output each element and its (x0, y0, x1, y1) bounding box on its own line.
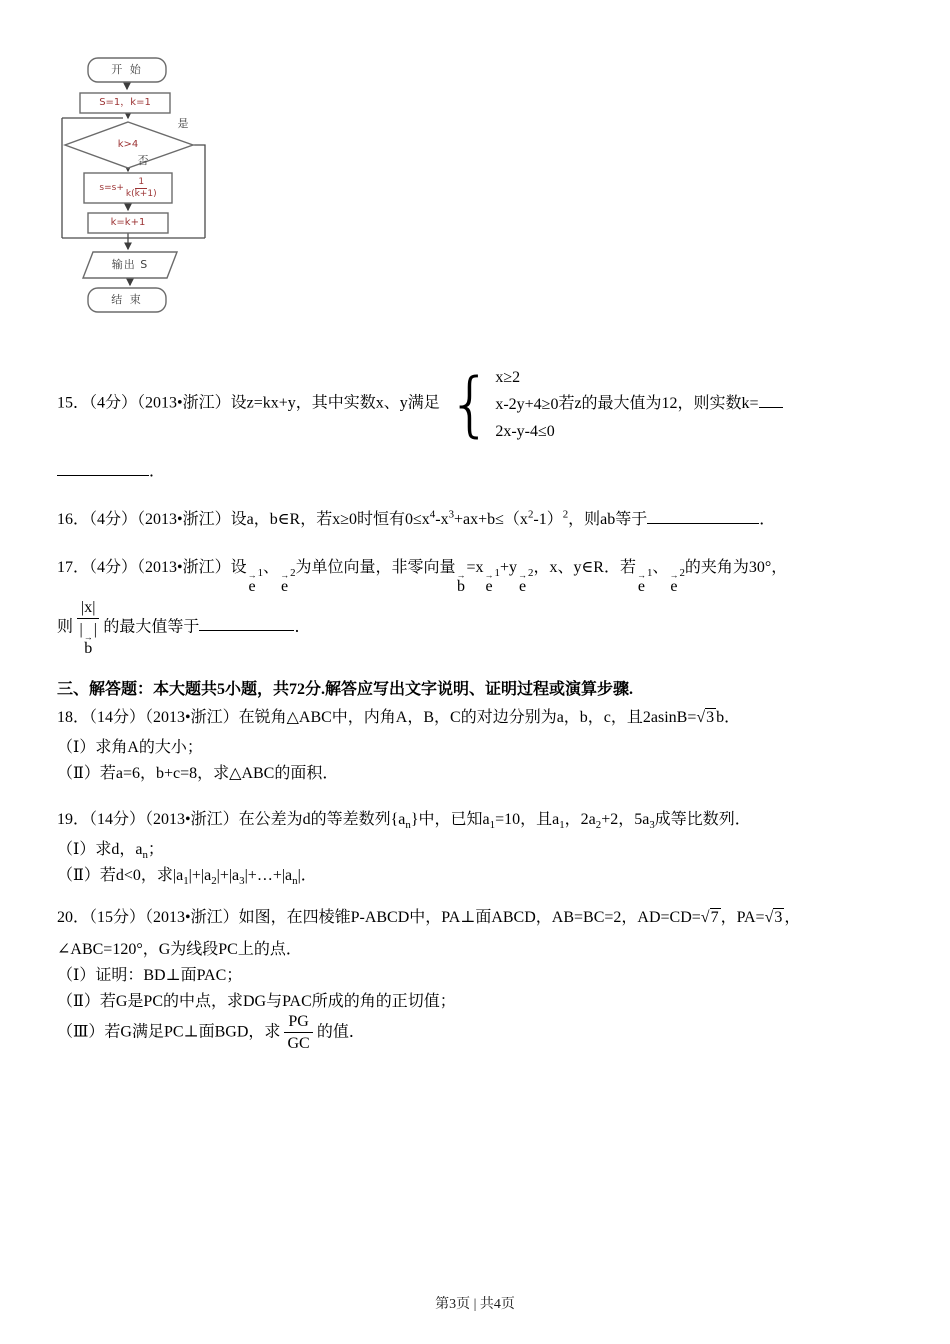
flowchart-start-label: 开 始 (111, 63, 143, 76)
flowchart-increment-label: k=k+1 (110, 217, 146, 228)
problem-15-answer-blank: ． (57, 458, 907, 483)
inequality-system (495, 364, 558, 445)
flowchart-no-label: 否 (137, 154, 149, 167)
flowchart-step-label (84, 173, 172, 203)
inequality-3: 2x-y-4≤0 (495, 422, 555, 440)
problem-15-lead: 15．（4分）（2013•浙江）设z=kx+y，其中实数x、y满足 (57, 394, 440, 412)
inequality-1: x≥2 (495, 368, 521, 386)
problem-20-part3: （Ⅲ）若G满足PC⊥面BGD，求 $\frac{PG}{GC}$ 的值． (57, 1013, 365, 1053)
flowchart-step-fraction-numerator: 1 (135, 177, 147, 188)
flowchart-yes-branch (193, 145, 205, 238)
flowchart (55, 55, 220, 317)
flowchart-step-prefix: s=s+ (99, 183, 124, 193)
flowchart-step-fraction-denominator: k(k+1) (125, 188, 157, 199)
flowchart-end-label: 结 束 (111, 293, 143, 306)
flowchart-step-fraction (126, 177, 157, 199)
section-3-title: 三、解答题：本大题共5小题，共72分.解答应写出文字说明、证明过程或演算步骤. (57, 681, 634, 698)
problem-18-part1: （Ⅰ）求角A的大小； (57, 739, 203, 756)
system-brace: { (447, 363, 493, 445)
problem-18-line1: 18．（14分）（2013•浙江）在锐角△ABC中，内角A，B，C的对边分别为a，b，c，且2asinB=√3 b． (57, 709, 741, 726)
problem-16-text: 16．（4分）（2013•浙江）设a，b∈R，若x≥0时恒有$0\le x^4-x^3+ax+b\le(x^2-1)^2$，则ab等于 ． (57, 506, 907, 531)
flowchart-init-label: S=1，k=1 (99, 97, 151, 108)
page-footer: 第3页 | 共4页 (435, 1297, 515, 1312)
problem-20-part2: （Ⅱ）若G是PC的中点，求DG与PAC所成的角的正切值； (57, 993, 456, 1010)
problem-19-part1: （Ⅰ）求d，$a_n$； (57, 841, 164, 862)
inequality-2: x-2y+4≥0 (495, 395, 559, 413)
flowchart-condition-label: k>4 (117, 139, 139, 150)
problem-20-part1: （Ⅰ）证明：BD⊥面PAC； (57, 967, 243, 984)
problem-17-line1: 17．（4分）（2013•浙江）设 → e $_1$、 → e $_2$为单位向量，非零向量 → b =x → e $_1$+y → e $_2$，x、y∈R．若 → e $_1$、 → e $_2$的夹角为30°， (57, 559, 788, 595)
flowchart-yes-label: 是 (177, 117, 189, 130)
problem-15-tail: 若z的最大值为12，则实数k= (558, 395, 782, 412)
problem-20-line1: 20．（15分）（2013•浙江）如图，在四棱锥P-ABCD中，PA⊥面ABCD，AB=BC=2，AD=CD=√7 ，PA=√3 ， (57, 909, 801, 926)
problem-18-part2: （Ⅱ）若a=6，b+c=8，求△ABC的面积． (57, 765, 339, 782)
problem-20-line2: ∠ABC=120°，G为线段PC上的点． (57, 941, 302, 958)
problem-19-part2: （Ⅱ）若d<0，求$|a_1|+|a_2|+|a_3|+\dots+|a_n|$． (57, 867, 317, 888)
problem-15-line1 (57, 362, 907, 446)
problem-17-line2: 则 |x| | → b | 的最大值等于 ． (57, 599, 311, 658)
flowchart-output-label: 输出 S (111, 258, 149, 271)
problem-19-line1: 19．（14分）（2013•浙江）在公差为d的等差数列$\{a_n\}$中，已知$a_1=10$，且$a_1$，$2a_2+2$，$5a_3$成等比数列． (57, 811, 751, 832)
